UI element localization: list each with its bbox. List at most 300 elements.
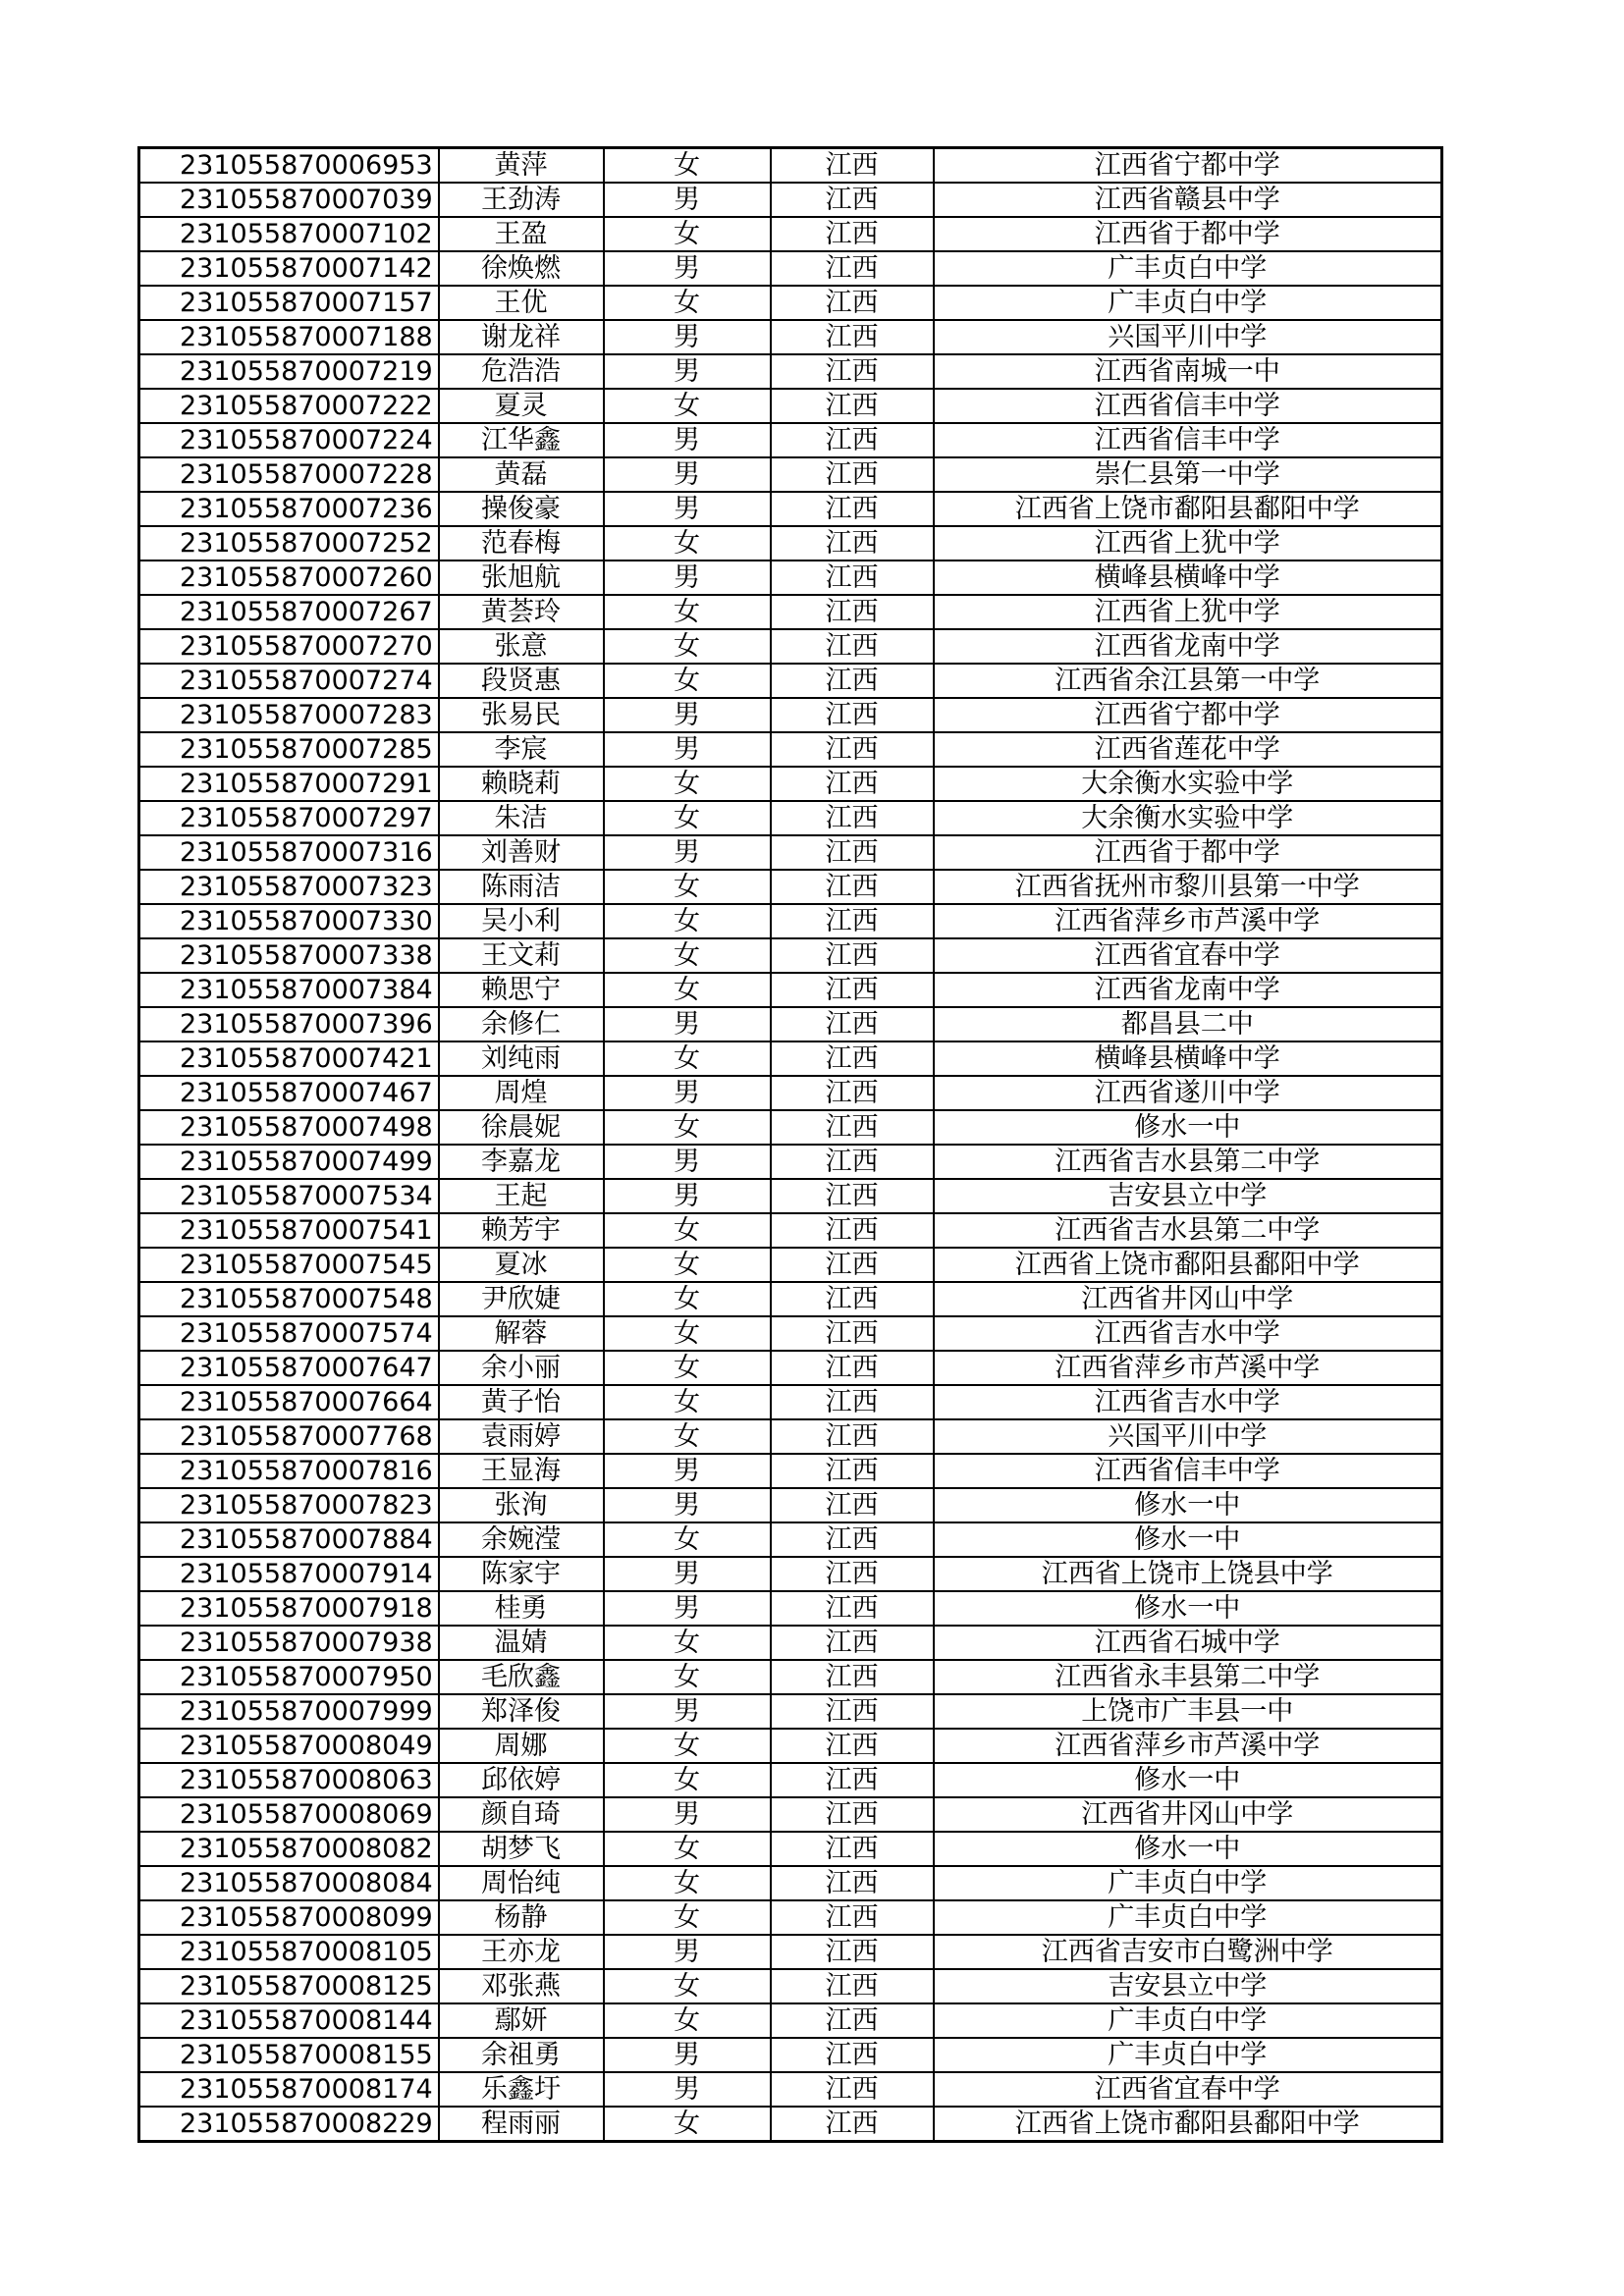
name-cell: 鄢妍	[439, 2003, 604, 2038]
school-cell: 江西省吉水县第二中学	[934, 1213, 1442, 1248]
name-cell: 桂勇	[439, 1591, 604, 1626]
province-cell: 江西	[771, 457, 934, 492]
school-cell: 江西省余江县第一中学	[934, 664, 1442, 698]
exam-number-cell: 231055870007267	[139, 595, 439, 629]
gender-cell: 男	[604, 1454, 771, 1488]
table-row	[139, 2107, 1442, 2142]
table-row	[139, 2072, 1442, 2107]
name-cell: 余修仁	[439, 1007, 604, 1041]
gender-cell: 女	[604, 2003, 771, 2038]
exam-number-cell: 231055870007534	[139, 1179, 439, 1213]
exam-number-cell: 231055870007228	[139, 457, 439, 492]
table-row	[139, 1626, 1442, 1660]
table-row	[139, 389, 1442, 423]
exam-number-cell: 231055870008099	[139, 1900, 439, 1935]
province-cell: 江西	[771, 1213, 934, 1248]
gender-cell: 男	[604, 1145, 771, 1179]
name-cell: 胡梦飞	[439, 1832, 604, 1866]
gender-cell: 男	[604, 320, 771, 354]
table-row	[139, 835, 1442, 870]
province-cell: 江西	[771, 1110, 934, 1145]
province-cell: 江西	[771, 251, 934, 286]
gender-cell: 男	[604, 1007, 771, 1041]
province-cell: 江西	[771, 1832, 934, 1866]
province-cell: 江西	[771, 1866, 934, 1900]
gender-cell: 男	[604, 1557, 771, 1591]
exam-number-cell: 231055870008144	[139, 2003, 439, 2038]
province-cell: 江西	[771, 1145, 934, 1179]
exam-number-cell: 231055870007316	[139, 835, 439, 870]
school-cell: 广丰贞白中学	[934, 1866, 1442, 1900]
exam-number-cell: 231055870007274	[139, 664, 439, 698]
table-row	[139, 1076, 1442, 1110]
name-cell: 尹欣婕	[439, 1282, 604, 1316]
province-cell: 江西	[771, 1969, 934, 2003]
exam-number-cell: 231055870007768	[139, 1419, 439, 1454]
school-cell: 江西省宁都中学	[934, 148, 1442, 184]
exam-number-cell: 231055870007338	[139, 938, 439, 973]
gender-cell: 女	[604, 1729, 771, 1763]
school-cell: 江西省信丰中学	[934, 389, 1442, 423]
exam-number-cell: 231055870007102	[139, 217, 439, 251]
gender-cell: 男	[604, 354, 771, 389]
province-cell: 江西	[771, 1248, 934, 1282]
name-cell: 黄荟玲	[439, 595, 604, 629]
province-cell: 江西	[771, 2107, 934, 2142]
table-row	[139, 2003, 1442, 2038]
name-cell: 黄子怡	[439, 1385, 604, 1419]
table-row	[139, 1969, 1442, 2003]
table-row	[139, 595, 1442, 629]
school-cell: 江西省上犹中学	[934, 526, 1442, 561]
province-cell: 江西	[771, 2003, 934, 2038]
school-cell: 江西省永丰县第二中学	[934, 1660, 1442, 1694]
name-cell: 周煌	[439, 1076, 604, 1110]
gender-cell: 女	[604, 1866, 771, 1900]
gender-cell: 女	[604, 1832, 771, 1866]
school-cell: 吉安县立中学	[934, 1179, 1442, 1213]
gender-cell: 女	[604, 1660, 771, 1694]
province-cell: 江西	[771, 664, 934, 698]
student-list-table	[137, 146, 1443, 2143]
exam-number-cell: 231055870007330	[139, 904, 439, 938]
gender-cell: 女	[604, 1763, 771, 1797]
province-cell: 江西	[771, 595, 934, 629]
table-row	[139, 698, 1442, 732]
exam-number-cell: 231055870007938	[139, 1626, 439, 1660]
table-row	[139, 1419, 1442, 1454]
school-cell: 广丰贞白中学	[934, 286, 1442, 320]
school-cell: 江西省赣县中学	[934, 183, 1442, 217]
school-cell: 兴国平川中学	[934, 1419, 1442, 1454]
table-row	[139, 1145, 1442, 1179]
gender-cell: 女	[604, 148, 771, 184]
exam-number-cell: 231055870007323	[139, 870, 439, 904]
table-row	[139, 1557, 1442, 1591]
table-body	[139, 148, 1442, 2142]
name-cell: 乐鑫圩	[439, 2072, 604, 2107]
exam-number-cell: 231055870007914	[139, 1557, 439, 1591]
gender-cell: 男	[604, 698, 771, 732]
school-cell: 横峰县横峰中学	[934, 561, 1442, 595]
name-cell: 温婧	[439, 1626, 604, 1660]
table-row	[139, 217, 1442, 251]
school-cell: 江西省吉水县第二中学	[934, 1145, 1442, 1179]
table-row	[139, 1316, 1442, 1351]
gender-cell: 男	[604, 457, 771, 492]
gender-cell: 女	[604, 595, 771, 629]
school-cell: 上饶市广丰县一中	[934, 1694, 1442, 1729]
table-row	[139, 526, 1442, 561]
table-row	[139, 1694, 1442, 1729]
exam-number-cell: 231055870007499	[139, 1145, 439, 1179]
school-cell: 江西省上饶市上饶县中学	[934, 1557, 1442, 1591]
exam-number-cell: 231055870007467	[139, 1076, 439, 1110]
province-cell: 江西	[771, 423, 934, 457]
province-cell: 江西	[771, 1179, 934, 1213]
exam-number-cell: 231055870008105	[139, 1935, 439, 1969]
gender-cell: 男	[604, 2038, 771, 2072]
school-cell: 江西省井冈山中学	[934, 1797, 1442, 1832]
gender-cell: 女	[604, 217, 771, 251]
gender-cell: 女	[604, 767, 771, 801]
school-cell: 广丰贞白中学	[934, 2038, 1442, 2072]
school-cell: 大余衡水实验中学	[934, 801, 1442, 835]
gender-cell: 男	[604, 183, 771, 217]
name-cell: 余小丽	[439, 1351, 604, 1385]
exam-number-cell: 231055870007999	[139, 1694, 439, 1729]
school-cell: 江西省抚州市黎川县第一中学	[934, 870, 1442, 904]
table-row	[139, 457, 1442, 492]
school-cell: 广丰贞白中学	[934, 2003, 1442, 2038]
province-cell: 江西	[771, 973, 934, 1007]
gender-cell: 女	[604, 1041, 771, 1076]
gender-cell: 男	[604, 1179, 771, 1213]
table-row	[139, 1385, 1442, 1419]
table-row	[139, 973, 1442, 1007]
school-cell: 江西省宁都中学	[934, 698, 1442, 732]
name-cell: 余婉滢	[439, 1522, 604, 1557]
school-cell: 江西省上饶市鄱阳县鄱阳中学	[934, 2107, 1442, 2142]
province-cell: 江西	[771, 2038, 934, 2072]
name-cell: 郑泽俊	[439, 1694, 604, 1729]
exam-number-cell: 231055870007545	[139, 1248, 439, 1282]
province-cell: 江西	[771, 1351, 934, 1385]
table-row	[139, 801, 1442, 835]
name-cell: 余祖勇	[439, 2038, 604, 2072]
school-cell: 江西省上饶市鄱阳县鄱阳中学	[934, 1248, 1442, 1282]
province-cell: 江西	[771, 354, 934, 389]
exam-number-cell: 231055870007384	[139, 973, 439, 1007]
name-cell: 赖晓莉	[439, 767, 604, 801]
name-cell: 王亦龙	[439, 1935, 604, 1969]
table-row	[139, 1248, 1442, 1282]
exam-number-cell: 231055870007260	[139, 561, 439, 595]
school-cell: 江西省龙南中学	[934, 629, 1442, 664]
name-cell: 段贤惠	[439, 664, 604, 698]
name-cell: 张意	[439, 629, 604, 664]
exam-number-cell: 231055870007574	[139, 1316, 439, 1351]
exam-number-cell: 231055870007664	[139, 1385, 439, 1419]
school-cell: 修水一中	[934, 1832, 1442, 1866]
province-cell: 江西	[771, 492, 934, 526]
gender-cell: 男	[604, 423, 771, 457]
exam-number-cell: 231055870008069	[139, 1797, 439, 1832]
exam-number-cell: 231055870008155	[139, 2038, 439, 2072]
exam-number-cell: 231055870007039	[139, 183, 439, 217]
exam-number-cell: 231055870008174	[139, 2072, 439, 2107]
table-row	[139, 1935, 1442, 1969]
gender-cell: 女	[604, 938, 771, 973]
province-cell: 江西	[771, 870, 934, 904]
gender-cell: 女	[604, 1316, 771, 1351]
school-cell: 江西省遂川中学	[934, 1076, 1442, 1110]
table-row	[139, 1832, 1442, 1866]
name-cell: 王显海	[439, 1454, 604, 1488]
name-cell: 周娜	[439, 1729, 604, 1763]
name-cell: 袁雨婷	[439, 1419, 604, 1454]
name-cell: 赖思宁	[439, 973, 604, 1007]
school-cell: 江西省信丰中学	[934, 1454, 1442, 1488]
exam-number-cell: 231055870007270	[139, 629, 439, 664]
province-cell: 江西	[771, 286, 934, 320]
name-cell: 范春梅	[439, 526, 604, 561]
province-cell: 江西	[771, 1935, 934, 1969]
name-cell: 江华鑫	[439, 423, 604, 457]
name-cell: 危浩浩	[439, 354, 604, 389]
exam-number-cell: 231055870007548	[139, 1282, 439, 1316]
school-cell: 横峰县横峰中学	[934, 1041, 1442, 1076]
name-cell: 邓张燕	[439, 1969, 604, 2003]
province-cell: 江西	[771, 1591, 934, 1626]
province-cell: 江西	[771, 1454, 934, 1488]
table-row	[139, 1729, 1442, 1763]
exam-number-cell: 231055870008049	[139, 1729, 439, 1763]
school-cell: 修水一中	[934, 1522, 1442, 1557]
name-cell: 徐晨妮	[439, 1110, 604, 1145]
province-cell: 江西	[771, 835, 934, 870]
table-row	[139, 938, 1442, 973]
province-cell: 江西	[771, 1007, 934, 1041]
province-cell: 江西	[771, 698, 934, 732]
name-cell: 张旭航	[439, 561, 604, 595]
gender-cell: 女	[604, 526, 771, 561]
province-cell: 江西	[771, 1797, 934, 1832]
exam-number-cell: 231055870006953	[139, 148, 439, 184]
school-cell: 江西省吉水中学	[934, 1316, 1442, 1351]
table-row	[139, 320, 1442, 354]
table-row	[139, 492, 1442, 526]
table-row	[139, 1660, 1442, 1694]
gender-cell: 女	[604, 1385, 771, 1419]
gender-cell: 男	[604, 561, 771, 595]
table-row	[139, 423, 1442, 457]
exam-number-cell: 231055870007297	[139, 801, 439, 835]
gender-cell: 女	[604, 1522, 771, 1557]
table-row	[139, 629, 1442, 664]
gender-cell: 女	[604, 1419, 771, 1454]
gender-cell: 男	[604, 1797, 771, 1832]
province-cell: 江西	[771, 148, 934, 184]
table-row	[139, 1488, 1442, 1522]
exam-number-cell: 231055870008063	[139, 1763, 439, 1797]
school-cell: 江西省南城一中	[934, 354, 1442, 389]
table-row	[139, 1454, 1442, 1488]
school-cell: 江西省萍乡市芦溪中学	[934, 1351, 1442, 1385]
name-cell: 夏冰	[439, 1248, 604, 1282]
name-cell: 陈雨洁	[439, 870, 604, 904]
table-row	[139, 286, 1442, 320]
table-row	[139, 1522, 1442, 1557]
school-cell: 江西省井冈山中学	[934, 1282, 1442, 1316]
gender-cell: 男	[604, 1935, 771, 1969]
table-row	[139, 767, 1442, 801]
school-cell: 江西省上犹中学	[934, 595, 1442, 629]
exam-number-cell: 231055870007950	[139, 1660, 439, 1694]
gender-cell: 女	[604, 1900, 771, 1935]
name-cell: 王优	[439, 286, 604, 320]
school-cell: 江西省于都中学	[934, 217, 1442, 251]
province-cell: 江西	[771, 801, 934, 835]
exam-number-cell: 231055870007421	[139, 1041, 439, 1076]
table-row	[139, 1797, 1442, 1832]
name-cell: 陈家宇	[439, 1557, 604, 1591]
province-cell: 江西	[771, 904, 934, 938]
name-cell: 谢龙祥	[439, 320, 604, 354]
name-cell: 吴小利	[439, 904, 604, 938]
name-cell: 黄萍	[439, 148, 604, 184]
name-cell: 周怡纯	[439, 1866, 604, 1900]
school-cell: 大余衡水实验中学	[934, 767, 1442, 801]
table-row	[139, 1763, 1442, 1797]
exam-number-cell: 231055870007157	[139, 286, 439, 320]
school-cell: 江西省萍乡市芦溪中学	[934, 1729, 1442, 1763]
name-cell: 李宸	[439, 732, 604, 767]
exam-number-cell: 231055870007188	[139, 320, 439, 354]
name-cell: 刘善财	[439, 835, 604, 870]
school-cell: 修水一中	[934, 1591, 1442, 1626]
exam-number-cell: 231055870007219	[139, 354, 439, 389]
exam-number-cell: 231055870007252	[139, 526, 439, 561]
school-cell: 江西省龙南中学	[934, 973, 1442, 1007]
exam-number-cell: 231055870007283	[139, 698, 439, 732]
table-row	[139, 183, 1442, 217]
province-cell: 江西	[771, 1282, 934, 1316]
exam-number-cell: 231055870007541	[139, 1213, 439, 1248]
exam-number-cell: 231055870008125	[139, 1969, 439, 2003]
table-row	[139, 2038, 1442, 2072]
table-row	[139, 904, 1442, 938]
gender-cell: 男	[604, 2072, 771, 2107]
name-cell: 王起	[439, 1179, 604, 1213]
name-cell: 程雨丽	[439, 2107, 604, 2142]
name-cell: 颜自琦	[439, 1797, 604, 1832]
exam-number-cell: 231055870007823	[139, 1488, 439, 1522]
gender-cell: 女	[604, 904, 771, 938]
gender-cell: 男	[604, 1076, 771, 1110]
province-cell: 江西	[771, 389, 934, 423]
name-cell: 徐焕燃	[439, 251, 604, 286]
gender-cell: 女	[604, 1110, 771, 1145]
table-row	[139, 561, 1442, 595]
gender-cell: 男	[604, 1694, 771, 1729]
name-cell: 赖芳宇	[439, 1213, 604, 1248]
name-cell: 王文莉	[439, 938, 604, 973]
gender-cell: 女	[604, 389, 771, 423]
school-cell: 都昌县二中	[934, 1007, 1442, 1041]
province-cell: 江西	[771, 1041, 934, 1076]
province-cell: 江西	[771, 767, 934, 801]
school-cell: 江西省信丰中学	[934, 423, 1442, 457]
table-row	[139, 148, 1442, 184]
name-cell: 杨静	[439, 1900, 604, 1935]
name-cell: 解蓉	[439, 1316, 604, 1351]
gender-cell: 男	[604, 1488, 771, 1522]
school-cell: 广丰贞白中学	[934, 1900, 1442, 1935]
table-row	[139, 1591, 1442, 1626]
gender-cell: 女	[604, 629, 771, 664]
exam-number-cell: 231055870008082	[139, 1832, 439, 1866]
gender-cell: 女	[604, 664, 771, 698]
table-row	[139, 1110, 1442, 1145]
exam-number-cell: 231055870007816	[139, 1454, 439, 1488]
province-cell: 江西	[771, 1385, 934, 1419]
exam-number-cell: 231055870007285	[139, 732, 439, 767]
school-cell: 兴国平川中学	[934, 320, 1442, 354]
name-cell: 李嘉龙	[439, 1145, 604, 1179]
school-cell: 吉安县立中学	[934, 1969, 1442, 2003]
province-cell: 江西	[771, 1763, 934, 1797]
school-cell: 江西省宜春中学	[934, 938, 1442, 973]
gender-cell: 女	[604, 2107, 771, 2142]
gender-cell: 女	[604, 1213, 771, 1248]
school-cell: 江西省上饶市鄱阳县鄱阳中学	[934, 492, 1442, 526]
table-row	[139, 1900, 1442, 1935]
table-row	[139, 251, 1442, 286]
exam-number-cell: 231055870007918	[139, 1591, 439, 1626]
province-cell: 江西	[771, 320, 934, 354]
gender-cell: 女	[604, 286, 771, 320]
gender-cell: 男	[604, 835, 771, 870]
exam-number-cell: 231055870007142	[139, 251, 439, 286]
school-cell: 崇仁县第一中学	[934, 457, 1442, 492]
province-cell: 江西	[771, 1557, 934, 1591]
province-cell: 江西	[771, 183, 934, 217]
school-cell: 江西省莲花中学	[934, 732, 1442, 767]
name-cell: 张洵	[439, 1488, 604, 1522]
exam-number-cell: 231055870007291	[139, 767, 439, 801]
table-row	[139, 732, 1442, 767]
name-cell: 黄磊	[439, 457, 604, 492]
table-row	[139, 1179, 1442, 1213]
name-cell: 邱依婷	[439, 1763, 604, 1797]
province-cell: 江西	[771, 1522, 934, 1557]
table-row	[139, 1866, 1442, 1900]
exam-number-cell: 231055870007236	[139, 492, 439, 526]
name-cell: 王盈	[439, 217, 604, 251]
gender-cell: 女	[604, 1351, 771, 1385]
province-cell: 江西	[771, 217, 934, 251]
table-row	[139, 1041, 1442, 1076]
name-cell: 王劲涛	[439, 183, 604, 217]
name-cell: 毛欣鑫	[439, 1660, 604, 1694]
name-cell: 夏灵	[439, 389, 604, 423]
exam-number-cell: 231055870007647	[139, 1351, 439, 1385]
gender-cell: 女	[604, 1248, 771, 1282]
province-cell: 江西	[771, 1316, 934, 1351]
province-cell: 江西	[771, 1900, 934, 1935]
gender-cell: 男	[604, 1591, 771, 1626]
